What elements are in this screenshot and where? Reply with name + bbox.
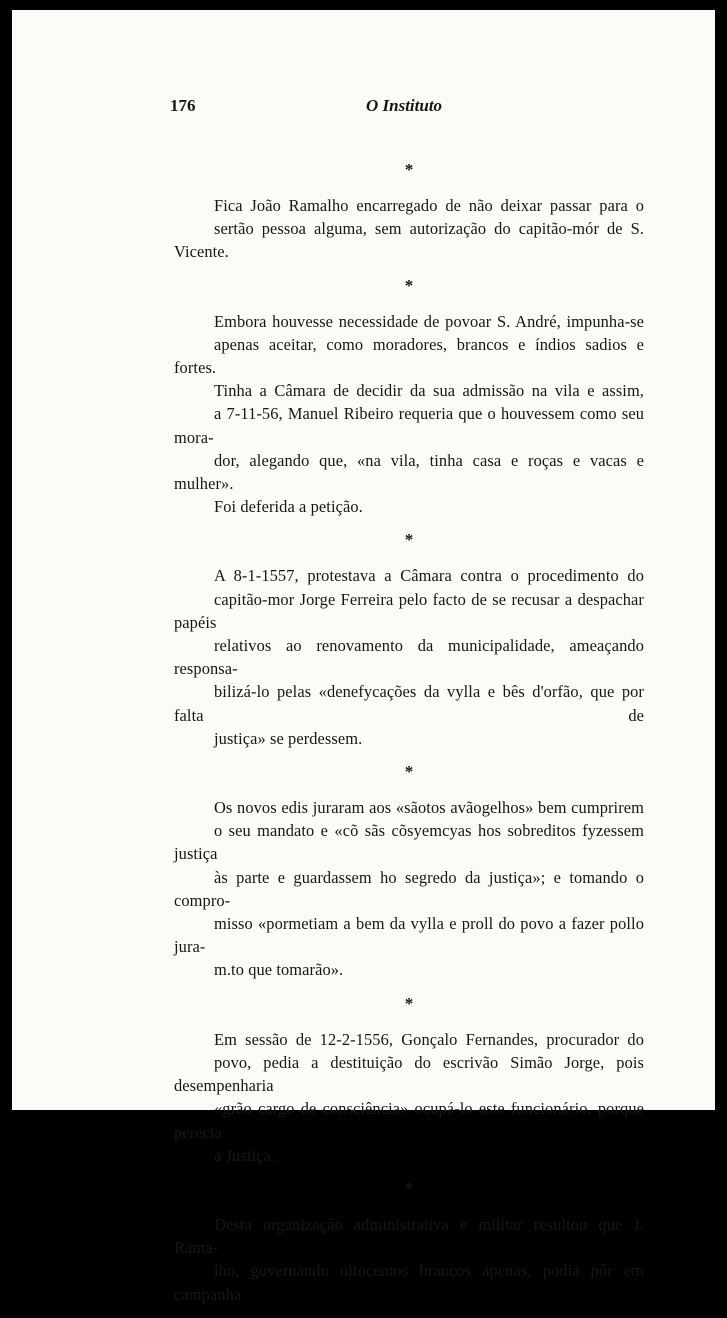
- section-separator: *: [404, 160, 414, 179]
- running-title: O Instituto: [366, 96, 443, 115]
- text-line: justiça» se perdessem.: [214, 728, 363, 748]
- section-separator: *: [404, 762, 414, 782]
- text-line: Em sessão de 12-2-1556, Gonçalo Fernandes, procurador do: [214, 1029, 644, 1049]
- text-line: dor, alegando que, «na vila, tinha casa e roças e vacas e mulher».: [174, 450, 644, 494]
- text-line: «grão cargo de consciência» ocupá-lo este funcionário, porque perecia: [174, 1099, 644, 1142]
- page-header: [170, 96, 650, 120]
- section-separator: *: [404, 993, 414, 1013]
- text-line: A 8-1-1557, protestava a Câmara contra o procedimento do: [214, 566, 644, 586]
- section-separator: *: [404, 1178, 414, 1198]
- paragraph: [174, 1213, 644, 1306]
- paragraph: [174, 1028, 644, 1167]
- text-line: Desta organização administrativa e militar resultou que J. Rama-: [174, 1214, 644, 1258]
- text-line: Embora houvesse necessidade de povoar S. André, impunha-se: [214, 311, 644, 331]
- text-line: povo, pedia a destituição do escrivão Simão Jorge, pois desempenharia: [174, 1052, 644, 1096]
- text-line: capitão-mor Jorge Ferreira pelo facto de se recusar a despachar papéis: [174, 589, 644, 632]
- text-line: sertão pessoa alguma, sem autorização do capitão-mór de S. Vicente.: [174, 219, 644, 262]
- paragraph: [174, 564, 644, 750]
- page-number: 176: [170, 96, 196, 115]
- text-line: misso «pormetiam a bem da vylla e proll do povo a fazer pollo jura-: [174, 914, 644, 957]
- text-line: relativos ao renovamento da municipalidade, ameaçando responsa-: [174, 636, 644, 679]
- text-line: o seu mandato e «cõ sãs cõsyemcyas hos sobreditos fyzessem justiça: [174, 821, 644, 864]
- body-text: [174, 160, 644, 1318]
- text-line: a 7-11-56, Manuel Ribeiro requeria que o houvessem como seu mora-: [174, 404, 644, 447]
- text-line: a Justiça.: [214, 1145, 276, 1165]
- text-line: Foi deferida a petição.: [214, 497, 363, 517]
- section-separator: *: [404, 530, 414, 550]
- text-line: às parte e guardassem ho segredo da justiça»; e tomando o compro-: [174, 867, 644, 910]
- text-line: lho, governando oitocentos brancos apenas, podia pôr em campanha: [174, 1261, 644, 1304]
- paragraph: [174, 310, 644, 519]
- document-page: [12, 10, 715, 1304]
- text-line: Tinha a Câmara de decidir da sua admissão na vila e assim,: [214, 381, 644, 401]
- paragraph: [174, 194, 644, 264]
- paragraph: [174, 796, 644, 982]
- text-line: bilizá-lo pelas «denefycações da vylla e bês d'orfão, que por falta de: [174, 682, 644, 725]
- text-line: m.to que tomarão».: [214, 960, 344, 980]
- text-line: Os novos edis juraram aos «sãotos avãogelhos» bem cumprirem: [214, 798, 644, 818]
- text-line: Fica João Ramalho encarregado de não deixar passar para o: [214, 196, 644, 215]
- text-line: apenas aceitar, como moradores, brancos e índios sadios e fortes.: [174, 334, 644, 378]
- section-separator: *: [404, 275, 414, 295]
